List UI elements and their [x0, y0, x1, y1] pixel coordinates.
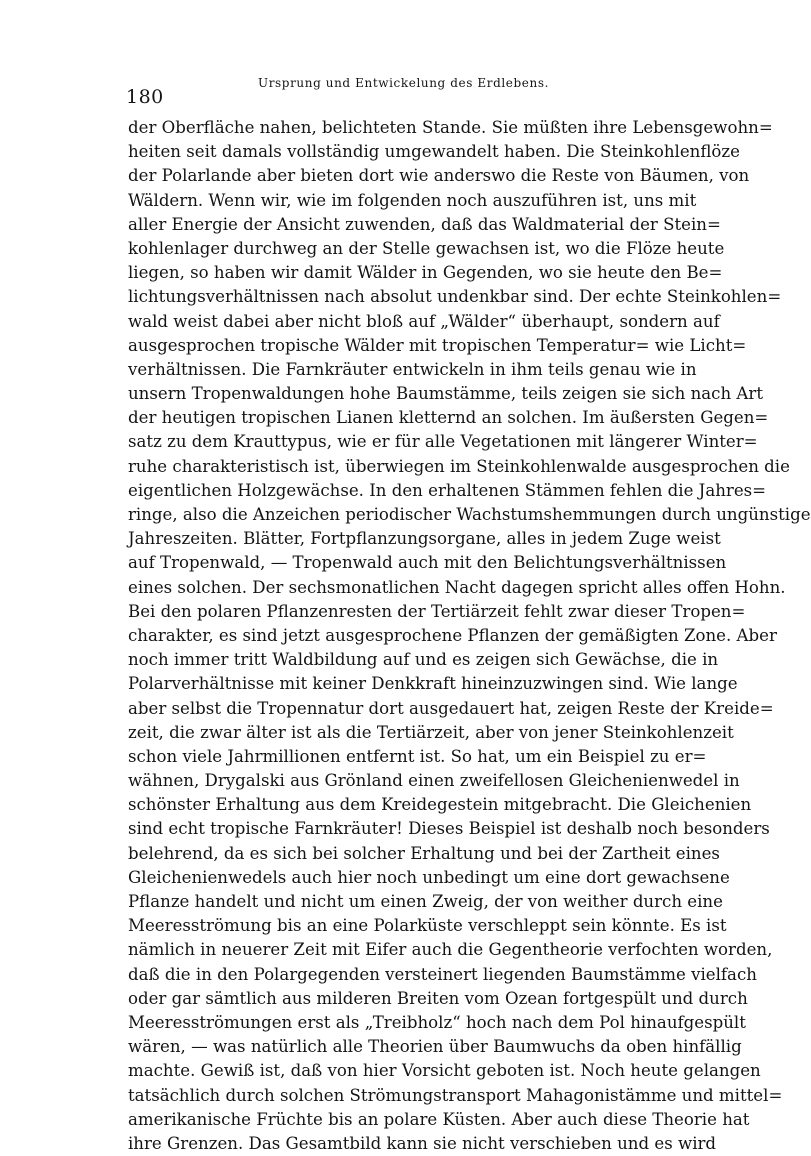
text-line: Bei den polaren Pflanzenresten der Tertiärzeit fehlt zwar dieser Tropen=	[128, 601, 746, 621]
text-line: aller Energie der Ansicht zuwenden, daß das Waldmaterial der Stein=	[128, 214, 721, 234]
text-line: heiten seit damals vollständig umgewandelt haben. Die Steinkohlenflöze	[128, 142, 740, 162]
text-line: eines solchen. Der sechsmonatlichen Nacht dagegen spricht alles offen Hohn.	[128, 577, 786, 597]
text-line: tatsächlich durch solchen Strömungstransport Mahagonistämme und mittel=	[128, 1085, 783, 1105]
text-line: der Oberfläche nahen, belichteten Stande. Sie müßten ihre Lebensgewohn=	[128, 118, 773, 137]
text-line: noch immer tritt Waldbildung auf und es zeigen sich Gewächse, die in	[128, 650, 719, 670]
text-line: charakter, es sind jetzt ausgesprochene Pflanzen der gemäßigten Zone. Aber	[128, 625, 777, 645]
text-line: nämlich in neuerer Zeit mit Eifer auch die Gegentheorie verfochten worden,	[128, 940, 773, 960]
text-line: auf Tropenwald, — Tropenwald auch mit den Belichtungsverhältnissen	[128, 553, 727, 573]
text-line: aber selbst die Tropennatur dort ausgedauert hat, zeigen Reste der Kreide=	[128, 698, 774, 718]
text-line: satz zu dem Krauttypus, wie er für alle Vegetationen mit längerer Winter=	[128, 432, 758, 452]
text-line: belehrend, da es sich bei solcher Erhaltung und bei der Zartheit eines	[128, 843, 720, 863]
text-line: Wäldern. Wenn wir, wie im folgenden noch auszuführen ist, uns mit	[128, 190, 697, 210]
text-line: zeit, die zwar älter ist als die Tertiärzeit, aber von jener Steinkohlenzeit	[128, 722, 734, 742]
text-line: wald weist dabei aber nicht bloß auf „Wälder“ überhaupt, sondern auf	[128, 311, 720, 331]
text-line: lichtungsverhältnissen nach absolut undenkbar sind. Der echte Steinkohlen=	[128, 287, 782, 307]
text-line: der Polarlande aber bieten dort wie anderswo die Reste von Bäumen, von	[128, 166, 750, 186]
text-line: wären, — was natürlich alle Theorien über Baumwuchs da oben hinfällig	[128, 1037, 742, 1057]
text-line: machte. Gewiß ist, daß von hier Vorsicht geboten ist. Noch heute gelangen	[128, 1061, 761, 1081]
text-line: sind echt tropische Farnkräuter! Dieses Beispiel ist deshalb noch besonders	[128, 819, 770, 839]
text-line: daß die in den Polargegenden versteinert liegenden Baumstämme vielfach	[128, 964, 757, 984]
text-line: kohlenlager durchweg an der Stelle gewachsen ist, wo die Flöze heute	[128, 238, 725, 258]
text-line: oder gar sämtlich aus milderen Breiten vom Ozean fortgespült und durch	[128, 988, 748, 1008]
text-line: Pflanze handelt und nicht um einen Zweig, der von weither durch eine	[128, 892, 723, 911]
text-line: ihre Grenzen. Das Gesamtbild kann sie nicht verschieben und es wird	[128, 1133, 717, 1153]
running-head: Ursprung und Entwickelung des Erdlebens.	[258, 76, 549, 90]
text-line: Meeresströmung bis an eine Polarküste verschleppt sein könnte. Es ist	[128, 916, 727, 936]
text-line: liegen, so haben wir damit Wälder in Gegenden, wo sie heute den Be=	[128, 263, 723, 283]
text-line: Meeresströmungen erst als „Treibholz“ hoch nach dem Pol hinaufgespült	[128, 1012, 746, 1032]
text-line: eigentlichen Holzgewächse. In den erhaltenen Stämmen fehlen die Jahres=	[128, 480, 767, 500]
text-line: wähnen, Drygalski aus Grönland einen zweifellosen Gleichenienwedel in	[128, 771, 740, 791]
text-line: der heutigen tropischen Lianen kletternd an solchen. Im äußersten Gegen=	[128, 408, 769, 428]
text-line: schönster Erhaltung aus dem Kreidegestein mitgebracht. Die Gleichenien	[128, 795, 752, 815]
text-line: Gleichenienwedels auch hier noch unbedingt um eine dort gewachsene	[128, 867, 730, 887]
text-line: amerikanische Früchte bis an polare Küsten. Aber auch diese Theorie hat	[128, 1109, 750, 1129]
text-line: Polarverhältnisse mit keiner Denkkraft hineinzuzwingen sind. Wie lange	[128, 674, 738, 694]
text-line: unsern Tropenwaldungen hohe Baumstämme, teils zeigen sie sich nach Art	[128, 384, 763, 404]
text-line: ruhe charakteristisch ist, überwiegen im Steinkohlenwalde ausgesprochen die	[128, 456, 790, 476]
body-text	[128, 116, 811, 1156]
text-line: schon viele Jahrmillionen entfernt ist. So hat, um ein Beispiel zu er=	[128, 746, 707, 766]
text-line: verhältnissen. Die Farnkräuter entwickeln in ihm teils genau wie in	[128, 359, 697, 379]
text-line: Jahreszeiten. Blätter, Fortpflanzungsorgane, alles in jedem Zuge weist	[128, 529, 721, 549]
page-number: 180	[126, 86, 164, 108]
text-line: ringe, also die Anzeichen periodischer Wachstumshemmungen durch ungünstige	[128, 505, 811, 524]
text-line: ausgesprochen tropische Wälder mit tropischen Temperatur= wie Licht=	[128, 335, 747, 355]
